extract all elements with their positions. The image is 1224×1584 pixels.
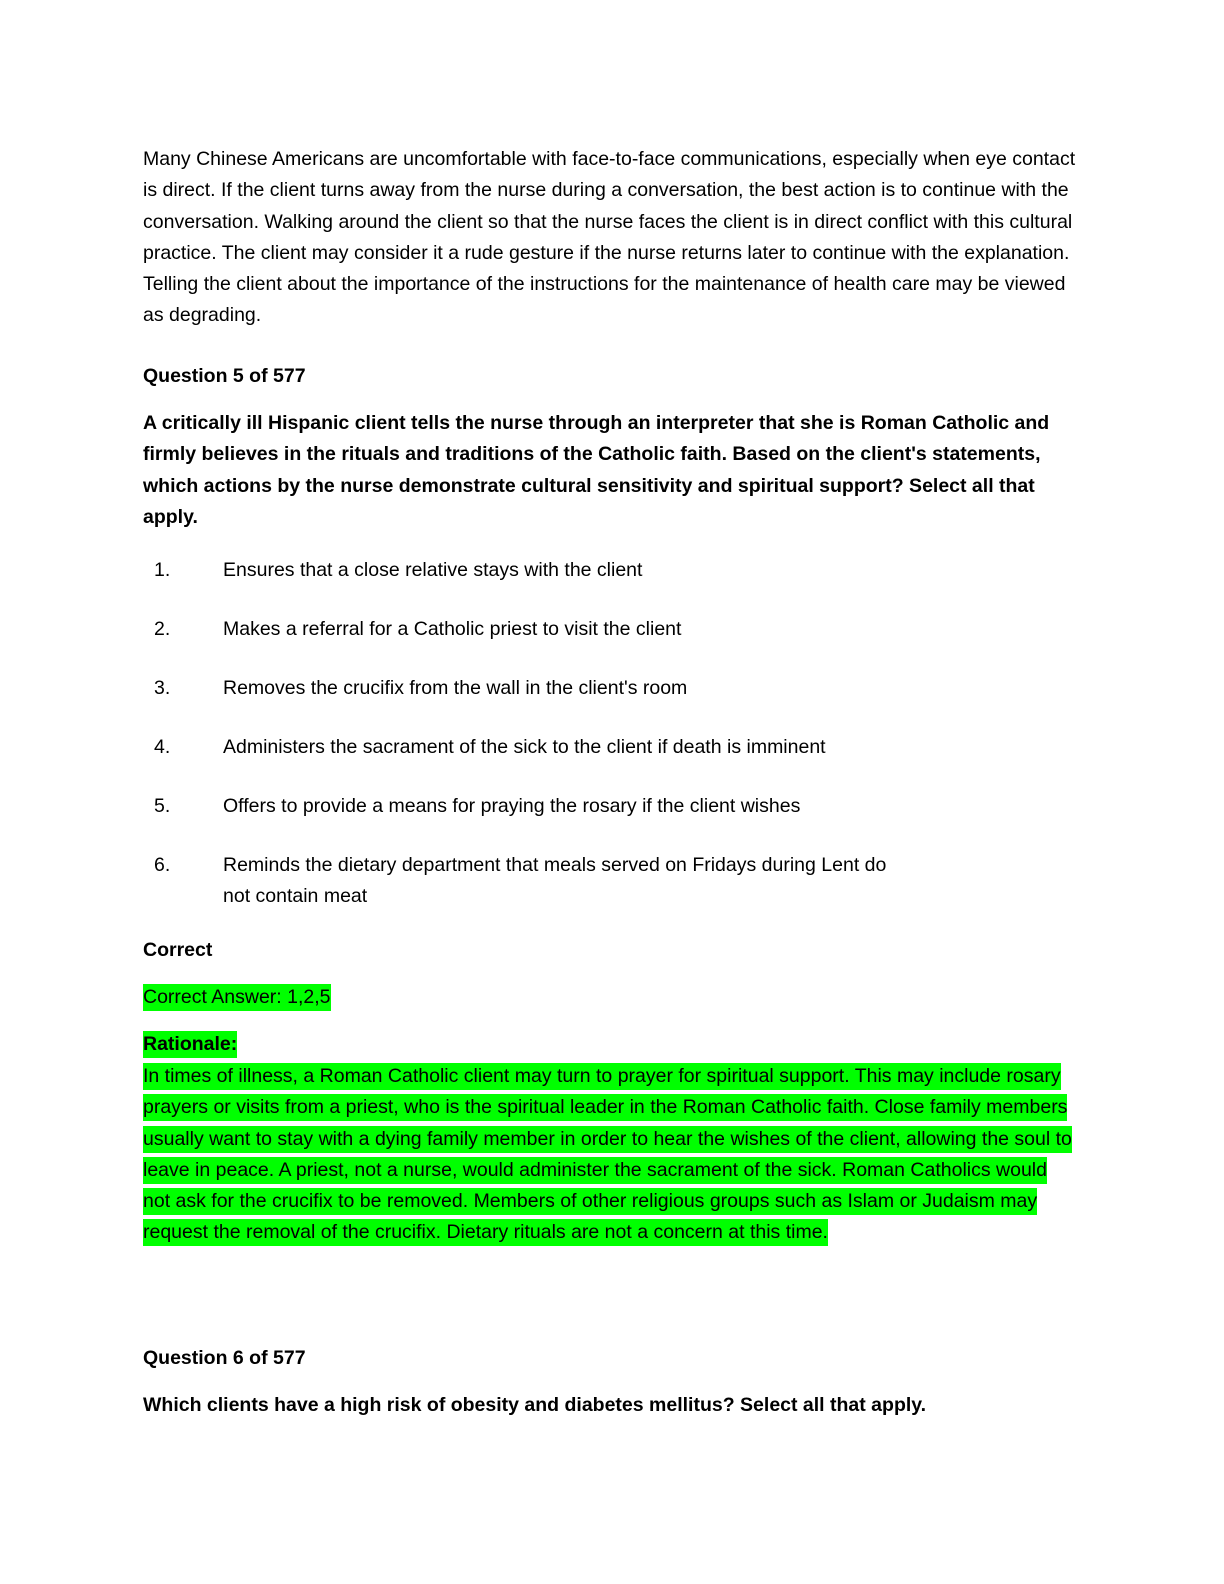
option-number: 2.	[154, 618, 171, 640]
rationale-label-text: Rationale:	[143, 1031, 237, 1058]
option-number: 6.	[154, 854, 171, 876]
question-6-title: Question 6 of 577	[143, 1347, 306, 1369]
option-number: 3.	[154, 677, 171, 699]
option-text: Makes a referral for a Catholic priest to visit the client	[223, 618, 682, 640]
rationale-body	[143, 1061, 1073, 1249]
option-text: Offers to provide a means for praying the rosary if the client wishes	[223, 795, 801, 817]
rationale-text: In times of illness, a Roman Catholic client may turn to prayer for spiritual support. This may include rosary prayers or visits from a priest, who is the spiritual leader in the Roman Catholic faith. Close family members usually want to stay with a dying family member in order to hear the wishes of the client, allowing the soul to leave in peace. A priest, not a nurse, would administer the sacrament of the sick. Roman Catholics would not ask for the crucifix to be removed. Members of other religious groups such as Islam or Judaism may request the removal of the crucifix. Dietary rituals are not a concern at this time.	[143, 1063, 1072, 1246]
question-5-title: Question 5 of 577	[143, 365, 306, 387]
question-6-stem: Which clients have a high risk of obesity and diabetes mellitus? Select all that apply.	[143, 1394, 927, 1416]
intro-paragraph: Many Chinese Americans are uncomfortable with face-to-face communications, especially when eye contact is direct. If the client turns away from the nurse during a conversation, the best action is to continue with the conversation. Walking around the client so that the nurse faces the client is in direct conflict with this cultural practice. The client may consider it a rude gesture if the nurse returns later to continue with the explanation. Telling the client about the importance of the instructions for the maintenance of health care may be viewed as degrading.	[143, 148, 1076, 327]
option-text: Removes the crucifix from the wall in the client's room	[223, 677, 688, 699]
option-text: Ensures that a close relative stays with the client	[223, 559, 643, 581]
rationale-label	[143, 1029, 1083, 1060]
option-number: 1.	[154, 559, 171, 581]
correct-answer	[143, 982, 1083, 1013]
option-number: 5.	[154, 795, 171, 817]
option-number: 4.	[154, 736, 171, 758]
question-5-stem: A critically ill Hispanic client tells the nurse through an interpreter that she is Roman Catholic and firmly believes in the rituals and traditions of the Catholic faith. Based on the client's statements, which actions by the nurse demonstrate cultural sensitivity and spiritual support? Select all that apply.	[143, 412, 1050, 528]
result-label: Correct	[143, 939, 213, 961]
option-text: Reminds the dietary department that meals served on Fridays during Lent do not contain meat	[223, 854, 887, 907]
option-text: Administers the sacrament of the sick to the client if death is imminent	[223, 736, 826, 758]
correct-answer-text: Correct Answer: 1,2,5	[143, 984, 331, 1011]
